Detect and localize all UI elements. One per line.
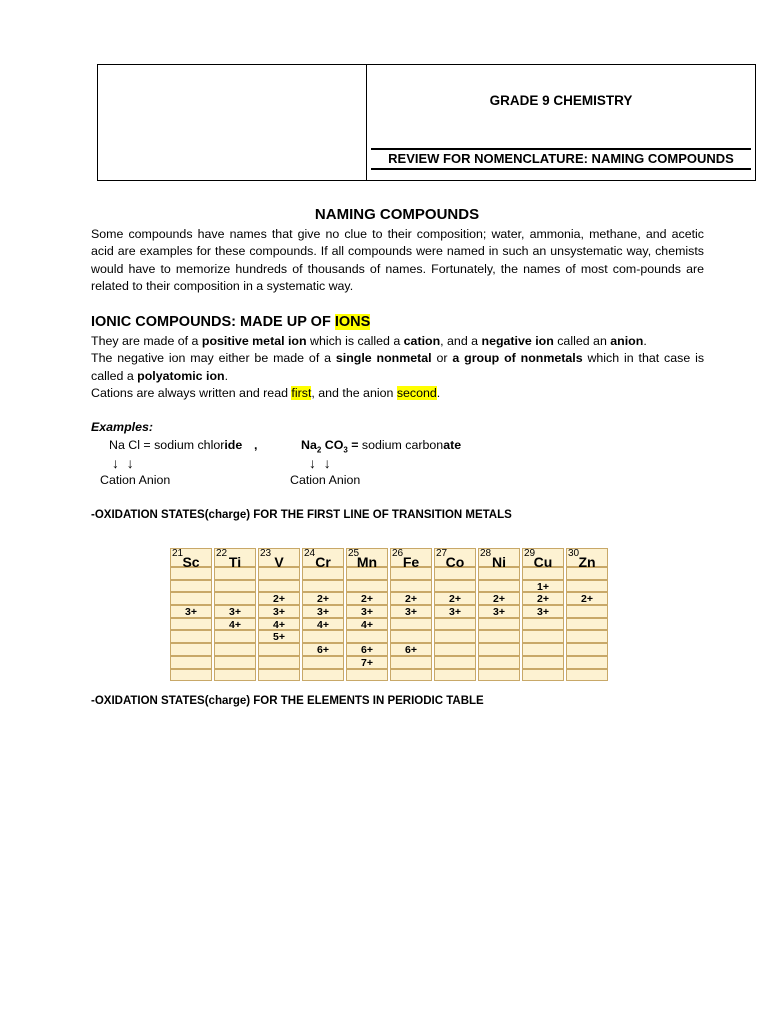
- oxidation-state-cell: [214, 656, 256, 669]
- first-highlight: first: [291, 385, 312, 400]
- text: called an: [553, 334, 611, 348]
- oxidation-state-cell: 2+: [390, 592, 432, 605]
- oxidation-state-cell: [566, 643, 608, 656]
- text: .: [436, 385, 441, 400]
- element-header: [522, 548, 564, 570]
- element-symbol: Sc: [182, 554, 200, 570]
- oxidation-state-cell: [390, 580, 432, 593]
- arrows-left: ↓ ↓: [112, 455, 134, 471]
- oxidation-state-cell: [390, 656, 432, 669]
- atomic-number: 26: [392, 548, 404, 559]
- oxidation-state-cell: [170, 618, 212, 631]
- oxidation-state-cell: 3+: [214, 605, 256, 618]
- suffix-ide: ide: [224, 438, 243, 452]
- oxidation-state-cell: [434, 656, 476, 669]
- oxidation-state-cell: [478, 656, 520, 669]
- element-column-sc: [170, 548, 214, 681]
- oxidation-state-cell: [434, 630, 476, 643]
- oxidation-state-cell: [434, 643, 476, 656]
- oxidation-state-cell: [302, 669, 344, 682]
- ionic-paragraph: [91, 333, 704, 402]
- oxidation-state-cell: [302, 656, 344, 669]
- oxidation-state-cell: 4+: [214, 618, 256, 631]
- element-header: [478, 548, 520, 570]
- oxidation-state-cell: 4+: [346, 618, 388, 631]
- text: which is called a: [306, 334, 404, 348]
- oxidation-state-cell: [522, 618, 564, 631]
- oxidation-state-cell: 5+: [258, 630, 300, 643]
- oxidation-state-cell: 6+: [302, 643, 344, 656]
- oxidation-state-cell: [566, 656, 608, 669]
- oxidation-state-cell: [214, 630, 256, 643]
- oxidation-state-cell: [478, 630, 520, 643]
- oxidation-state-cell: 2+: [258, 592, 300, 605]
- atomic-number: 30: [568, 548, 580, 559]
- oxidation-state-cell: [214, 592, 256, 605]
- element-header: [434, 548, 476, 570]
- atomic-number: 27: [436, 548, 448, 559]
- oxidation-state-cell: 3+: [258, 605, 300, 618]
- oxidation-state-cell: [258, 580, 300, 593]
- text: =: [347, 438, 362, 452]
- oxidation-state-cell: [258, 669, 300, 682]
- example-sodium-carbonate: [301, 438, 461, 454]
- oxidation-state-cell: [434, 580, 476, 593]
- oxidation-state-cell: [478, 643, 520, 656]
- atomic-number: 28: [480, 548, 492, 559]
- oxidation-state-cell: [170, 592, 212, 605]
- text: .: [643, 334, 647, 348]
- oxidation-state-cell: 2+: [566, 592, 608, 605]
- example-sodium-chloride: [109, 438, 242, 452]
- element-column-cr: [302, 548, 346, 681]
- header-right-cell: [367, 65, 755, 180]
- oxidation-state-cell: [302, 630, 344, 643]
- term-cation: cation: [403, 334, 441, 348]
- element-symbol: Ti: [228, 554, 242, 570]
- text: , and a: [440, 334, 482, 348]
- oxidation-state-cell: 3+: [434, 605, 476, 618]
- oxidation-state-cell: 3+: [170, 605, 212, 618]
- text: sodium carbon: [361, 438, 444, 452]
- oxidation-state-cell: [214, 669, 256, 682]
- oxidation-state-cell: 6+: [390, 643, 432, 656]
- element-header: [302, 548, 344, 570]
- examples-label: Examples:: [91, 420, 153, 434]
- oxidation-state-cell: [522, 656, 564, 669]
- oxidation-state-cell: [390, 630, 432, 643]
- oxidation-state-cell: [566, 630, 608, 643]
- text: Cations are always written and read: [91, 385, 292, 400]
- element-column-fe: [390, 548, 434, 681]
- section-periodic-table: -OXIDATION STATES(charge) FOR THE ELEMENTS IN PERIODIC TABLE: [91, 695, 484, 707]
- ionic-heading-text: IONIC COMPOUNDS: MADE UP OF: [91, 314, 335, 330]
- text: They are made of a: [91, 334, 202, 348]
- oxidation-state-cell: [258, 656, 300, 669]
- oxidation-state-cell: [566, 580, 608, 593]
- oxidation-state-cell: [522, 630, 564, 643]
- oxidation-state-cell: [346, 580, 388, 593]
- element-symbol: Cu: [533, 554, 553, 570]
- element-column-ti: [214, 548, 258, 681]
- oxidation-state-cell: [522, 669, 564, 682]
- oxidation-state-cell: [390, 618, 432, 631]
- review-label: REVIEW FOR NOMENCLATURE: NAMING COMPOUNDS: [371, 148, 751, 170]
- element-symbol: Ni: [492, 554, 506, 570]
- element-column-ni: [478, 548, 522, 681]
- oxidation-state-cell: [170, 643, 212, 656]
- element-header: [390, 548, 432, 570]
- oxidation-state-cell: 6+: [346, 643, 388, 656]
- oxidation-state-cell: 3+: [522, 605, 564, 618]
- atomic-number: 22: [216, 548, 228, 559]
- atomic-number: 23: [260, 548, 272, 559]
- atomic-number: 25: [348, 548, 360, 559]
- term-single-nonmetal: single nonmetal: [335, 351, 432, 366]
- text: The negative ion may either be made of a: [91, 351, 336, 366]
- oxidation-state-cell: 3+: [478, 605, 520, 618]
- oxidation-state-cell: 4+: [302, 618, 344, 631]
- element-symbol: Mn: [356, 554, 378, 570]
- oxidation-state-cell: 2+: [522, 592, 564, 605]
- element-symbol: Fe: [402, 554, 420, 570]
- element-column-co: [434, 548, 478, 681]
- oxidation-state-cell: [170, 669, 212, 682]
- oxidation-state-cell: [170, 580, 212, 593]
- element-column-mn: [346, 548, 390, 681]
- text: CO: [321, 438, 344, 452]
- element-symbol: Cr: [315, 554, 331, 570]
- text: Na: [301, 438, 317, 452]
- oxidation-state-cell: [258, 643, 300, 656]
- oxidation-state-cell: 2+: [302, 592, 344, 605]
- element-header: [170, 548, 212, 570]
- term-polyatomic-ion: polyatomic ion: [137, 368, 225, 383]
- suffix-ate: ate: [443, 438, 462, 452]
- oxidation-state-cell: 2+: [478, 592, 520, 605]
- oxidation-state-cell: [566, 605, 608, 618]
- oxidation-state-cell: [566, 618, 608, 631]
- ions-highlight: IONS: [334, 314, 371, 330]
- oxidation-state-cell: [170, 656, 212, 669]
- element-symbol: Co: [445, 554, 465, 570]
- page-title: NAMING COMPOUNDS: [314, 206, 480, 223]
- second-highlight: second: [396, 385, 437, 400]
- element-header: [566, 548, 608, 570]
- oxidation-state-cell: 2+: [346, 592, 388, 605]
- oxidation-state-cell: [478, 618, 520, 631]
- atomic-number: 24: [304, 548, 316, 559]
- oxidation-state-cell: 3+: [302, 605, 344, 618]
- oxidation-state-cell: 4+: [258, 618, 300, 631]
- oxidation-state-cell: 2+: [434, 592, 476, 605]
- element-header: [346, 548, 388, 570]
- term-positive-metal-ion: positive metal ion: [201, 334, 307, 348]
- oxidation-state-cell: [434, 618, 476, 631]
- arrows-right: ↓ ↓: [309, 455, 331, 471]
- element-symbol: V: [274, 554, 284, 570]
- oxidation-state-cell: [214, 643, 256, 656]
- atomic-number: 29: [524, 548, 536, 559]
- grade-label: GRADE 9 CHEMISTRY: [489, 93, 633, 108]
- element-header: [214, 548, 256, 570]
- text: Na Cl = sodium chlor: [109, 438, 225, 452]
- oxidation-state-cell: [302, 580, 344, 593]
- caption-left: Cation Anion: [100, 473, 171, 487]
- oxidation-state-cell: [346, 630, 388, 643]
- oxidation-state-cell: [346, 669, 388, 682]
- text: or: [431, 351, 453, 366]
- term-negative-ion: negative ion: [481, 334, 554, 348]
- oxidation-state-cell: [170, 630, 212, 643]
- subscript: 2: [316, 445, 322, 455]
- oxidation-state-cell: [478, 580, 520, 593]
- term-group-of-nonmetals: a group of nonmetals: [452, 351, 583, 366]
- oxidation-state-cell: [390, 669, 432, 682]
- header-left-cell: [98, 65, 367, 180]
- element-column-v: [258, 548, 302, 681]
- oxidation-states-table: [170, 548, 610, 681]
- text: .: [224, 368, 229, 383]
- oxidation-state-cell: 3+: [390, 605, 432, 618]
- atomic-number: 21: [172, 548, 184, 559]
- header-table: [97, 64, 756, 181]
- element-column-cu: [522, 548, 566, 681]
- oxidation-state-cell: [566, 669, 608, 682]
- oxidation-state-cell: 1+: [522, 580, 564, 593]
- text: , and the anion: [311, 385, 397, 400]
- subscript: 3: [343, 445, 348, 455]
- oxidation-state-cell: [522, 643, 564, 656]
- example-comma: ,: [254, 438, 258, 452]
- oxidation-state-cell: [478, 669, 520, 682]
- caption-right: Cation Anion: [290, 473, 361, 487]
- element-column-zn: [566, 548, 610, 681]
- oxidation-state-cell: 7+: [346, 656, 388, 669]
- element-symbol: Zn: [578, 554, 596, 570]
- oxidation-state-cell: [434, 669, 476, 682]
- term-anion: anion: [610, 334, 644, 348]
- text: which in that case is called a: [91, 351, 705, 383]
- intro-paragraph: Some compounds have names that give no clue to their composition; water, ammonia, methane, and acetic acid are examples for these compounds. If all compounds were named in such an unsystematic way, chemists would have to memorize hundreds of thousands of names. Fortunately, the names of most com-pounds are related to their composition in a systematic way.: [91, 227, 704, 293]
- oxidation-state-cell: [214, 580, 256, 593]
- oxidation-state-cell: 3+: [346, 605, 388, 618]
- section-transition-metals: -OXIDATION STATES(charge) FOR THE FIRST LINE OF TRANSITION METALS: [91, 509, 512, 521]
- element-header: [258, 548, 300, 570]
- ionic-heading: [91, 314, 370, 330]
